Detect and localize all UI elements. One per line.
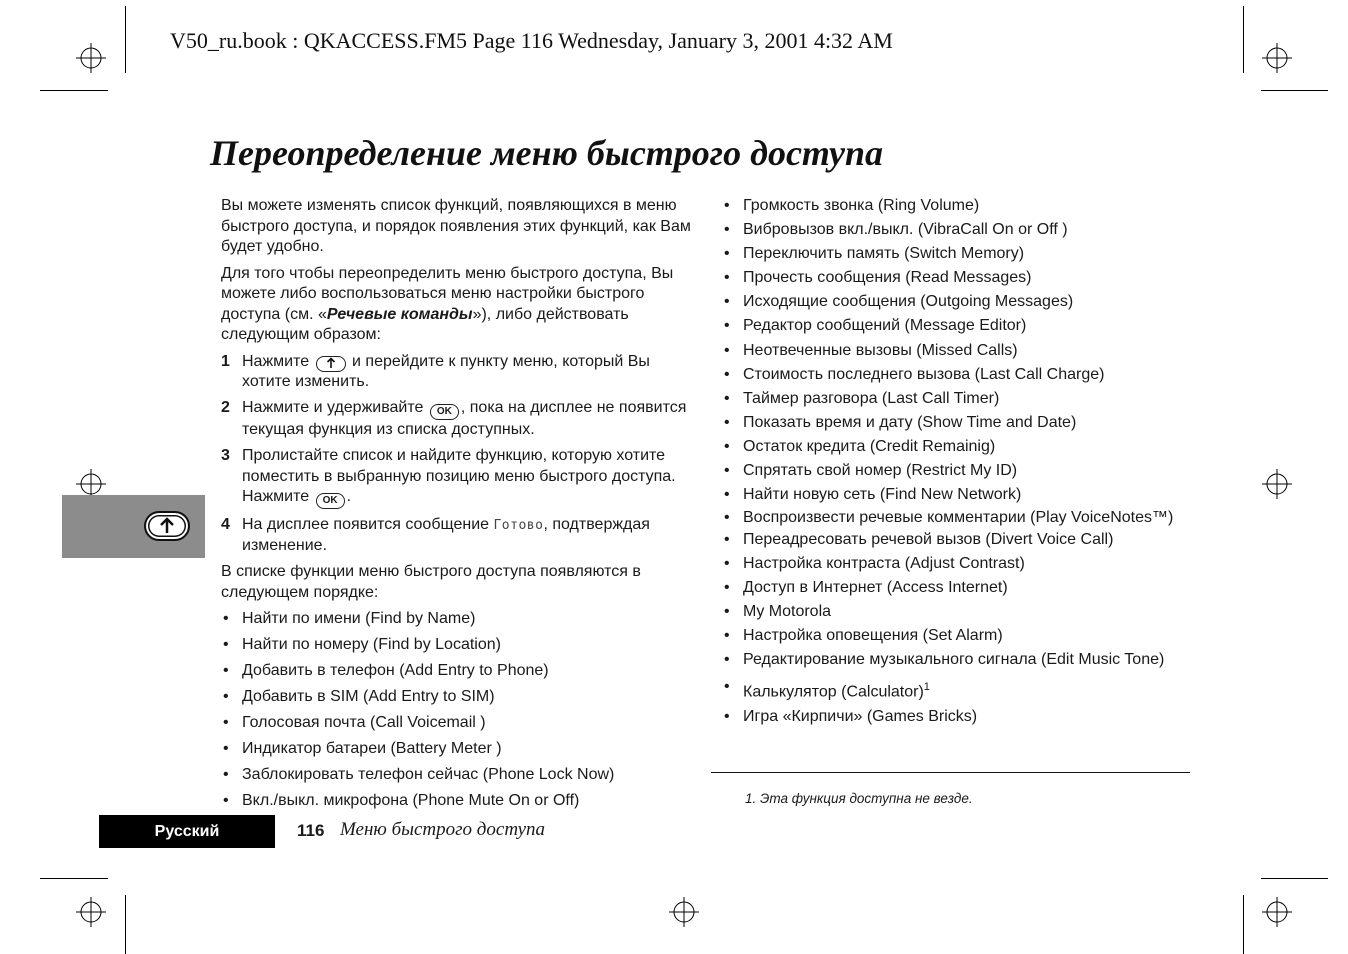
- text-span: Для того чтобы переопределить меню быстрого доступа, Вы можете либо воспользоваться меню настройки быстрого доступа (см. «: [221, 264, 674, 323]
- page-number: 116: [297, 821, 325, 840]
- crop-mark: [1243, 895, 1244, 954]
- footnote-divider: [711, 772, 1190, 773]
- list-item: • Голосовая почта (Call Voicemail ): [221, 713, 691, 734]
- ok-key-icon: OK: [316, 493, 345, 509]
- step-item: [221, 446, 691, 509]
- list-item: • Прочесть сообщения (Read Messages): [722, 268, 1192, 289]
- step-number: 1: [221, 352, 230, 370]
- registration-mark-icon: [76, 43, 106, 73]
- display-message: Готово: [493, 517, 544, 533]
- list-item: • Игра «Кирпичи» (Games Bricks): [722, 707, 1192, 728]
- order-paragraph: В списке функции меню быстрого доступа появляются в следующем порядке:: [221, 563, 641, 601]
- list-item: • Найти по номеру (Find by Location): [221, 635, 691, 656]
- registration-mark-icon: [76, 897, 106, 927]
- crop-mark: [40, 878, 108, 879]
- list-item: • Редактирование музыкального сигнала (Edit Music Tone): [722, 650, 1192, 669]
- step-item: [221, 515, 691, 557]
- list-item: • Настройка контраста (Adjust Contrast): [722, 554, 1192, 575]
- step-number: 2: [221, 399, 230, 416]
- list-item: • Переадресовать речевой вызов (Divert Voice Call): [722, 530, 1192, 551]
- list-item: • Добавить в телефон (Add Entry to Phone): [221, 661, 691, 682]
- step-number: 3: [221, 447, 230, 464]
- ok-key-icon: OK: [430, 404, 459, 420]
- crop-mark: [1243, 6, 1244, 73]
- crop-mark: [1261, 90, 1328, 91]
- list-item: • Показать время и дату (Show Time and Date): [722, 413, 1192, 434]
- list-item: • Найти новую сеть (Find New Network): [722, 485, 1192, 506]
- step-text: и перейдите к пункту меню, который Вы хотите изменить.: [242, 352, 650, 390]
- left-column: [221, 196, 691, 817]
- intro-paragraph: Вы можете изменять список функций, появляющихся в меню быстрого доступа, и порядок появления этих функций, как Вам будет удобно.: [221, 197, 691, 255]
- step-text: , пока на дисплее не появится текущая функция из списка доступных.: [242, 399, 687, 438]
- list-item-text: Калькулятор (Calculator): [743, 683, 924, 701]
- list-item: • Заблокировать телефон сейчас (Phone Lock Now): [221, 765, 691, 786]
- list-item: • Найти по имени (Find by Name): [221, 609, 691, 630]
- list-item: • Громкость звонка (Ring Volume): [722, 196, 1192, 217]
- crop-mark: [125, 895, 126, 954]
- list-item: • Индикатор батареи (Battery Meter ): [221, 739, 691, 760]
- list-item: • Доступ в Интернет (Access Internet): [722, 578, 1192, 599]
- step-text: Нажмите: [242, 352, 310, 370]
- step-text: На дисплее появится сообщение: [242, 515, 490, 533]
- registration-mark-icon: [1262, 43, 1292, 73]
- list-item: • Исходящие сообщения (Outgoing Messages): [722, 292, 1192, 313]
- list-item: • Спрятать свой номер (Restrict My ID): [722, 461, 1192, 482]
- print-header: V50_ru.book : QKACCESS.FM5 Page 116 Wednesday, January 3, 2001 4:32 AM: [170, 28, 893, 53]
- registration-mark-icon: [1262, 897, 1292, 927]
- language-tab: Русский: [99, 815, 275, 848]
- list-item: • Остаток кредита (Credit Remainig): [722, 437, 1192, 458]
- step-text: .: [346, 488, 352, 505]
- list-item: • Переключить память (Switch Memory): [722, 244, 1192, 265]
- section-title: Меню быстрого доступа: [340, 819, 546, 840]
- crop-mark: [125, 6, 126, 73]
- list-item: • My Motorola: [722, 602, 1192, 623]
- right-column: [722, 196, 1192, 731]
- crop-mark: [40, 90, 108, 91]
- registration-mark-icon: [669, 897, 699, 927]
- list-item: [722, 677, 1192, 703]
- list-item: • Добавить в SIM (Add Entry to SIM): [221, 687, 691, 708]
- instructions-paragraph: [221, 264, 691, 346]
- list-item: • Неотвеченные вызовы (Missed Calls): [722, 341, 1192, 362]
- page-title: Переопределение меню быстрого доступа: [210, 133, 884, 173]
- list-item: • Вибровызов вкл./выкл. (VibraCall On or Off ): [722, 220, 1192, 241]
- list-item: • Воспроизвести речевые комментарии (Play VoiceNotes™): [722, 508, 1192, 527]
- step-item: [221, 398, 691, 441]
- list-item: • Настройка оповещения (Set Alarm): [722, 626, 1192, 647]
- list-item: • Редактор сообщений (Message Editor): [722, 316, 1192, 337]
- registration-mark-icon: [1262, 469, 1292, 499]
- menu-key-icon: [144, 511, 190, 541]
- step-text: Нажмите и удерживайте: [242, 399, 424, 416]
- footnote: 1. Эта функция доступна не везде.: [745, 791, 973, 806]
- footnote-marker: 1: [923, 681, 930, 694]
- step-item: [221, 352, 691, 393]
- cross-reference: Речевые команды: [326, 305, 473, 323]
- list-item: • Вкл./выкл. микрофона (Phone Mute On or Off): [221, 791, 691, 812]
- crop-mark: [1261, 878, 1328, 879]
- text-span: »), либо действовать следующим образом:: [221, 305, 629, 343]
- list-item: • Стоимость последнего вызова (Last Call Charge): [722, 365, 1192, 386]
- list-item: • Таймер разговора (Last Call Timer): [722, 389, 1192, 410]
- menu-key-icon: [316, 356, 346, 372]
- step-text: Пролистайте список и найдите функцию, которую хотите поместить в выбранную позицию меню быстрого доступа. Нажмите: [242, 447, 676, 505]
- step-number: 4: [221, 515, 230, 533]
- step-text: , подтверждая изменение.: [242, 515, 650, 554]
